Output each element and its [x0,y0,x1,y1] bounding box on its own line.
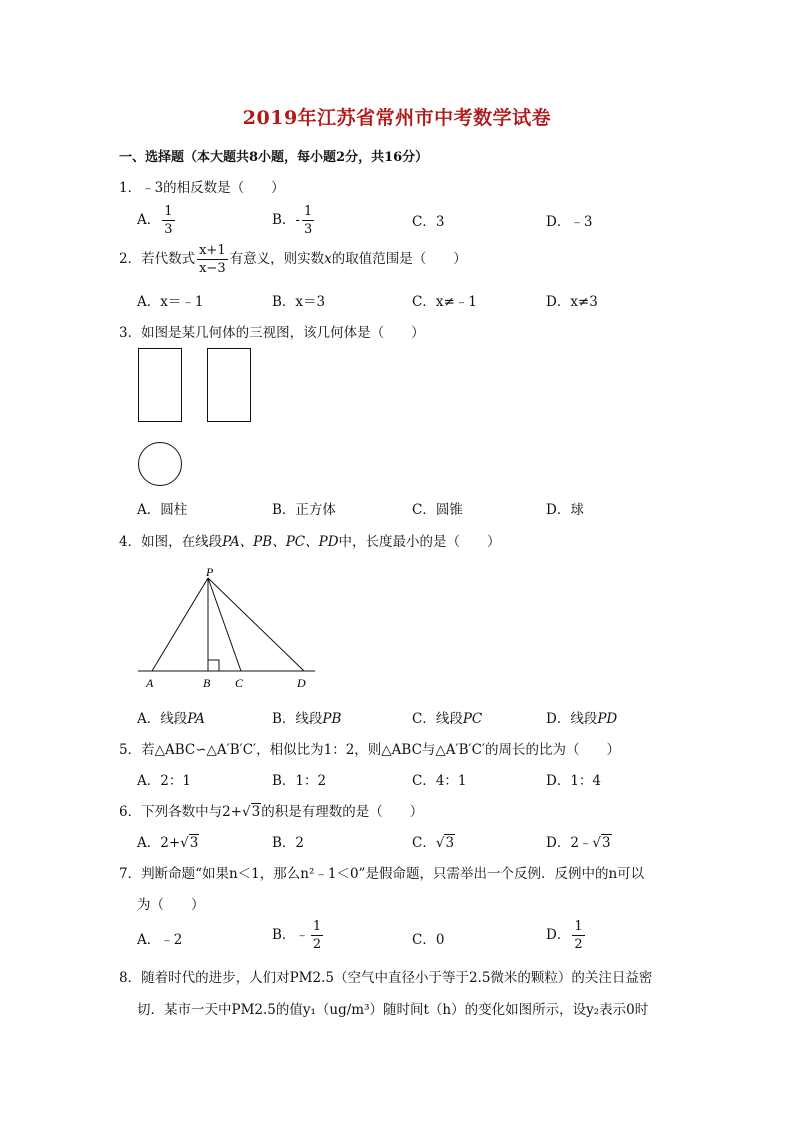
point-d-label: D [297,676,306,690]
point-a-label: A [146,676,154,690]
q2-option-a: A．x＝﹣1 [137,294,204,310]
q2-option-c: C．x≠﹣1 [412,294,477,310]
q1-option-b: B．- $\frac{1}{3}$ [272,204,313,237]
segment-figure [130,560,330,695]
side-view-rect [208,349,251,422]
q2-stem: 2．若代数式 $\frac{x+1}{x-3}$ 有意义，则实数x的取值范围是（ ） [119,243,467,276]
q4-stem: 4．如图，在线段PA、PB、PC、PD中，长度最小的是（ ） [119,534,501,550]
q5-option-c: C．4：1 [412,773,467,789]
q1-option-c: C．3 [412,214,445,230]
q1-stem: 1．﹣3的相反数是（ ） [119,180,285,196]
segment-pa [152,578,208,671]
point-p-label: P [206,565,214,579]
q7-option-a: A．﹣2 [137,932,183,948]
q5-option-b: B．1：2 [272,773,327,789]
q1-option-d: D．﹣3 [546,214,593,230]
q4-option-c: C．线段PC [412,711,483,727]
q3-option-d: D．球 [546,502,584,518]
q6-option-d: D．2﹣√3 [546,835,611,851]
q8-stem-line1: 8．随着时代的进步，人们对PM2.5（空气中直径小于等于2.5微米的颗粒）的关注日益密 [119,970,653,986]
q7-stem-line1: 7．判断命题“如果n＜1，那么n²﹣1＜0”是假命题，只需举出一个反例．反例中的n可以 [119,866,645,882]
q5-stem: 5．若△ABC∽△A′B′C′，相似比为1：2，则△ABC与△A′B′C′的周长的比为（ ） [119,742,620,758]
q3-option-b: B．正方体 [272,502,336,518]
q7-option-b: B．﹣ $\frac{1}{2}$ [272,919,322,952]
point-c-label: C [235,676,244,690]
q4-option-b: B．线段PB [272,711,342,727]
q7-stem-line2: 为（ ） [137,897,205,913]
q3-option-a: A．圆柱 [137,502,188,518]
right-angle-mark [208,660,219,671]
q5-option-a: A．2：1 [137,773,191,789]
q2-option-b: B．x＝3 [272,294,326,310]
q4-option-a: A．线段PA [137,711,205,727]
q3-option-c: C．圆锥 [412,502,463,518]
q6-option-c: C．√3 [412,835,455,851]
three-view-figure [130,340,270,490]
q6-stem: 6．下列各数中与2+√3的积是有理数的是（ ） [119,804,424,820]
q6-option-a: A．2+√3 [137,835,199,851]
q6-option-b: B．2 [272,835,305,851]
front-view-rect [139,349,182,422]
section-heading: 一、选择题（本大题共8小题，每小题2分，共16分） [119,150,429,165]
top-view-circle [139,443,182,486]
q4-option-d: D．线段PD [546,711,618,727]
q8-stem-line2: 切．某市一天中PM2.5的值y₁（ug/m³）随时间t（h）的变化如图所示，设y₂表示0时 [137,1002,649,1018]
q7-option-c: C．0 [412,932,445,948]
segment-pd [208,578,304,671]
segment-pc [208,578,241,671]
q5-option-d: D．1：4 [546,773,602,789]
sqrt-3: √3 [242,804,261,820]
point-b-label: B [203,676,211,690]
q2-option-d: D．x≠3 [546,294,598,310]
q7-option-d: D． $\frac{1}{2}$ [546,919,583,952]
q1-option-a: A． $\frac{1}{3}$ [137,204,173,237]
q3-stem: 3．如图是某几何体的三视图，该几何体是（ ） [119,325,425,341]
page-title: 2019年江苏省常州市中考数学试卷 [242,107,552,129]
